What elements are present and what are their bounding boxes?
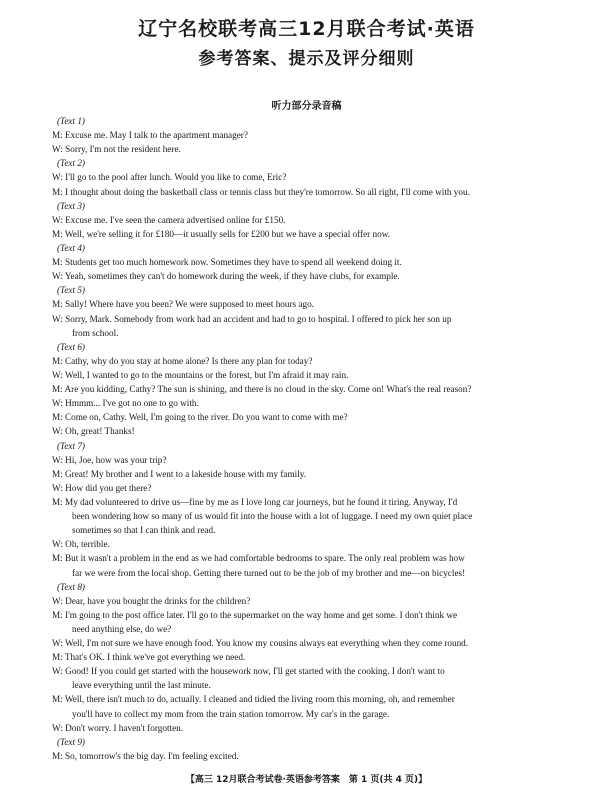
transcript-line: W: Good! If you could get started with the housework now, I'll get started with the cooking. I don't want to bbox=[52, 666, 445, 677]
text-label: (Text 2) bbox=[57, 158, 85, 169]
section-heading: 听力部分录音稿 bbox=[271, 101, 342, 112]
transcript-line: far we were from the local shop. Getting there turned out to be the job of my brother and me—on bicycles! bbox=[72, 567, 466, 578]
transcript-line: M: Come on, Cathy. Well, I'm going to the river. Do you want to come with me? bbox=[52, 412, 348, 423]
transcript-line: W: I'll go to the pool after lunch. Would you like to come, Eric? bbox=[52, 172, 287, 183]
transcript-line: W: Sorry, I'm not the resident here. bbox=[52, 144, 181, 155]
transcript-line: W: Sorry, Mark. Somebody from work had an accident and had to go to hospital. I offered to pick her son up bbox=[52, 313, 452, 324]
transcript-line: leave everything until the last minute. bbox=[72, 680, 211, 691]
transcript-body bbox=[52, 114, 562, 763]
transcript-line: sometimes so that I can think and read. bbox=[72, 525, 216, 536]
transcript-line: W: Hmmm... I've got no one to go with. bbox=[52, 398, 199, 409]
transcript-line: M: My dad volunteered to drive us—fine by me as I love long car journeys, but he found it tiring. Anyway, I'd bbox=[52, 496, 458, 507]
transcript-line: M: But it wasn't a problem in the end as we had comfortable bedrooms to spare. The only real problem was how bbox=[52, 553, 465, 564]
transcript-line: W: Well, I'm not sure we have enough food. You know my cousins always eat everything when they come round. bbox=[52, 638, 469, 649]
transcript-line: W: Oh, great! Thanks! bbox=[52, 426, 135, 437]
exam-title: 辽宁名校联考高三12月联合考试·英语 bbox=[138, 18, 475, 40]
transcript-line: M: Well, we're selling it for £180—it usually sells for £200 but we have a special offer now. bbox=[52, 228, 391, 239]
transcript-line: W: How did you get there? bbox=[52, 482, 152, 493]
transcript-line: W: Well, I wanted to go to the mountains or the forest, but I'm afraid it may rain. bbox=[52, 369, 349, 380]
transcript-line: M: Great! My brother and I went to a lakeside house with my family. bbox=[52, 468, 307, 479]
text-label: (Text 6) bbox=[57, 341, 85, 352]
text-label: (Text 9) bbox=[57, 736, 85, 747]
transcript-line: M: Well, there isn't much to do, actually. I cleaned and tidied the living room this morning, oh, and remember bbox=[52, 694, 455, 705]
text-label: (Text 8) bbox=[57, 581, 85, 592]
transcript-line: M: I thought about doing the basketball class or tennis class but they're tomorrow. So all right, I'll come with you. bbox=[52, 186, 470, 197]
transcript-line: you'll have to collect my mom from the train station tomorrow. My car's in the garage. bbox=[72, 708, 390, 719]
transcript-line: M: So, tomorrow's the big day. I'm feeling excited. bbox=[52, 750, 239, 761]
transcript-line: M: Sally! Where have you been? We were supposed to meet hours ago. bbox=[52, 299, 314, 310]
page-footer: 【高三 12月联合考试卷·英语参考答案 第 1 页(共 4 页)】 bbox=[185, 775, 428, 785]
transcript-line: W: Excuse me. I've seen the camera advertised online for £150. bbox=[52, 214, 286, 225]
transcript-line: W: Yeah, sometimes they can't do homework during the week, if they have clubs, for example. bbox=[52, 271, 400, 282]
transcript-line: M: That's OK. I think we've got everything we need. bbox=[52, 652, 246, 663]
transcript-line: M: I'm going to the post office later. I'll go to the supermarket on the way home and get some. I don't think we bbox=[52, 609, 458, 620]
transcript-line: M: Are you kidding, Cathy? The sun is shining, and there is no cloud in the sky. Come on! What's the real reason? bbox=[52, 384, 472, 395]
transcript-line: M: Excuse me. May I talk to the apartment manager? bbox=[52, 130, 248, 141]
transcript-line: been wondering how so many of us would fit into the house with a lot of luggage. I need my own quiet place bbox=[72, 511, 473, 522]
text-label: (Text 3) bbox=[57, 200, 85, 211]
text-label: (Text 7) bbox=[57, 440, 85, 451]
transcript-line: from school. bbox=[72, 327, 119, 338]
exam-subtitle: 参考答案、提示及评分细则 bbox=[198, 49, 415, 69]
transcript-line: M: Cathy, why do you stay at home alone? Is there any plan for today? bbox=[52, 355, 313, 366]
transcript-line: W: Don't worry. I haven't forgotten. bbox=[52, 722, 184, 733]
text-label: (Text 4) bbox=[57, 242, 85, 253]
transcript-line: M: Students get too much homework now. Sometimes they have to spend all weekend doing it. bbox=[52, 257, 402, 268]
transcript-line: W: Dear, have you bought the drinks for the children? bbox=[52, 595, 251, 606]
transcript-line: W: Oh, terrible. bbox=[52, 539, 110, 550]
transcript-line: need anything else, do we? bbox=[72, 623, 172, 634]
transcript-line: W: Hi, Joe, how was your trip? bbox=[52, 454, 167, 465]
text-label: (Text 5) bbox=[57, 285, 85, 296]
text-label: (Text 1) bbox=[57, 116, 85, 126]
